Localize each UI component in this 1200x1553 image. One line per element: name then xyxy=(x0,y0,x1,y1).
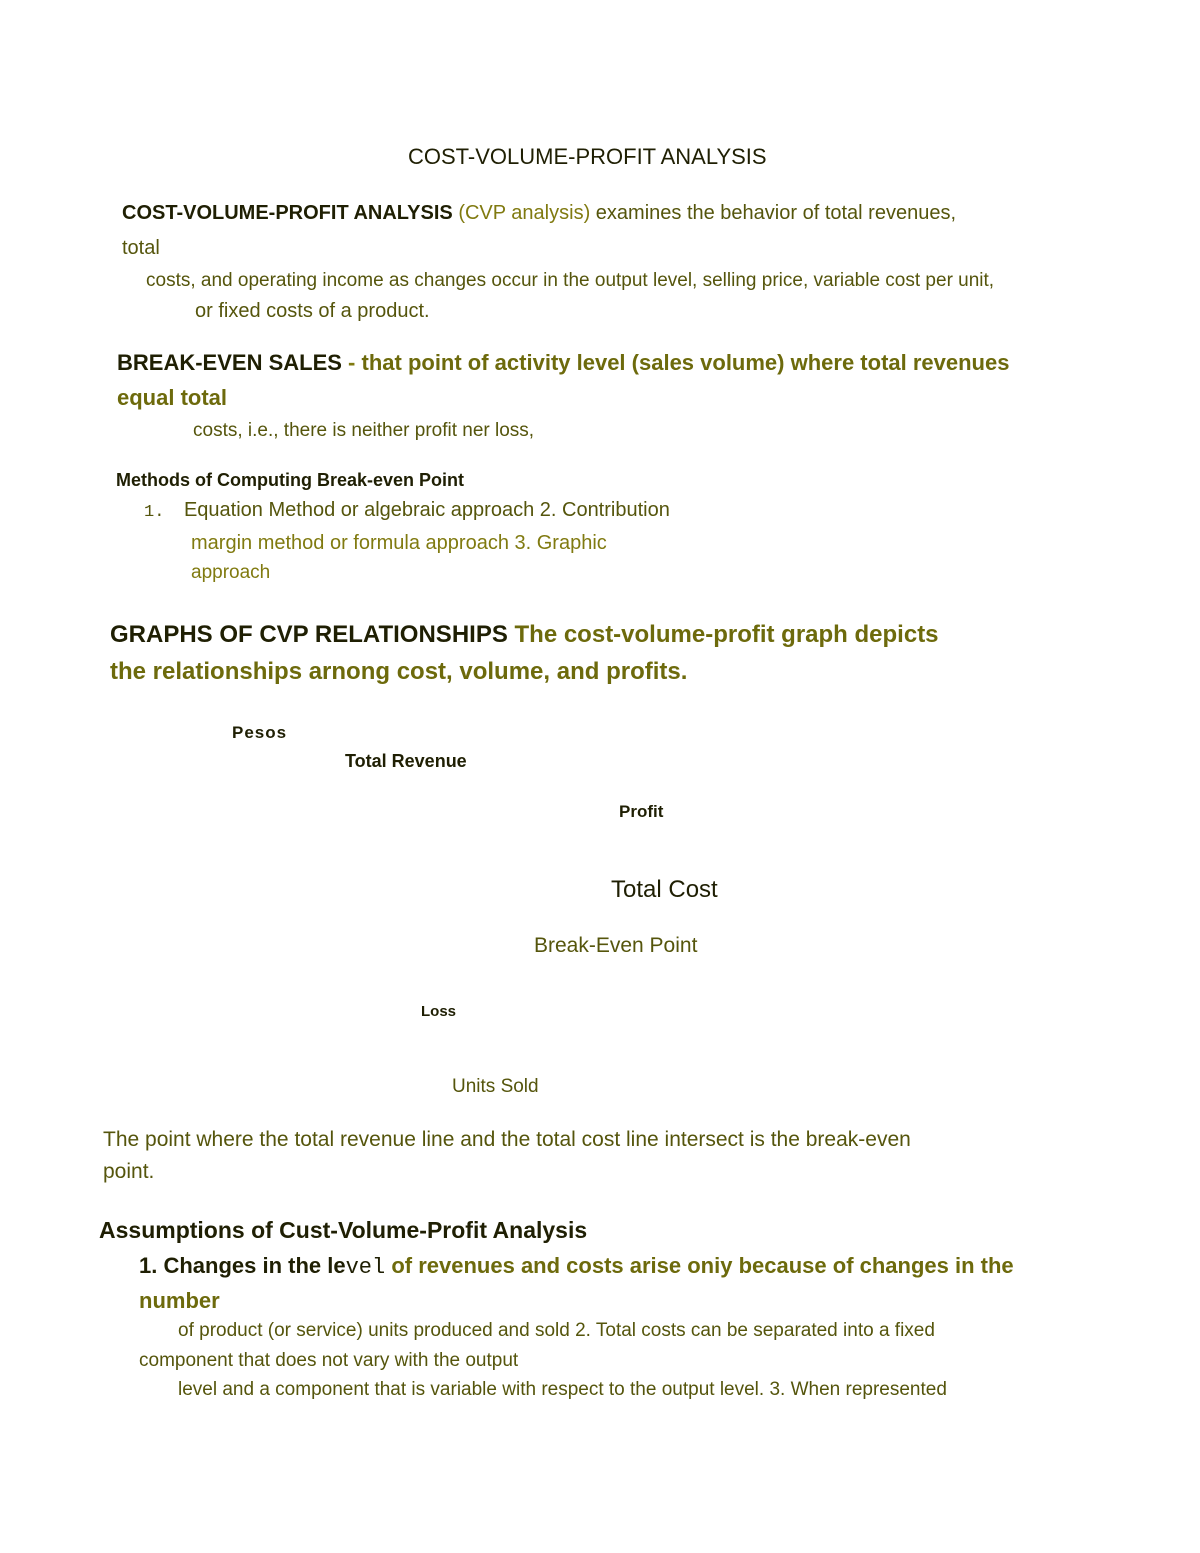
intersection-line-1: The point where the total revenue line and the total cost line intersect is the break-even xyxy=(103,1128,911,1151)
assumptions-heading: Assumptions of Cust-Volume-Profit Analysis xyxy=(99,1217,588,1243)
graph-label-loss: Loss xyxy=(421,1003,457,1020)
assumption-1-text-a: 1. Changes in the le xyxy=(139,1253,346,1278)
assumptions-line-4: component that does not vary with the output xyxy=(139,1350,519,1371)
cvp-definition-line-4: or fixed costs of a product. xyxy=(195,300,430,322)
assumption-1-text-b: of revenues and costs arise oniy because of changes in the xyxy=(391,1253,1014,1278)
break-even-term: BREAK-EVEN SALES xyxy=(117,350,342,375)
graph-label-profit: Profit xyxy=(619,802,664,821)
graph-label-total-cost: Total Cost xyxy=(611,876,718,903)
break-even-definition-line-3: costs, i.e., there is neither profit ner loss, xyxy=(193,420,535,441)
methods-line-2: margin method or formula approach 3. Graphic xyxy=(191,532,607,554)
break-even-definition-text: that point of activity level (sales volume) where total revenues xyxy=(361,350,1010,375)
assumptions-line-3: of product (or service) units produced and sold 2. Total costs can be separated into a fixed xyxy=(178,1320,935,1341)
graph-label-break-even-point: Break-Even Point xyxy=(534,934,698,957)
methods-heading: Methods of Computing Break-even Point xyxy=(116,470,465,490)
cvp-term: COST-VOLUME-PROFIT ANALYSIS xyxy=(122,202,453,224)
graph-label-units-sold: Units Sold xyxy=(452,1076,539,1097)
break-even-definition-line-2: equal total xyxy=(117,385,228,410)
graphs-line-1 xyxy=(110,621,939,649)
assumptions-item-1-line-1 xyxy=(139,1253,1014,1280)
intersection-line-2: point. xyxy=(103,1160,155,1183)
assumption-1-text-vel: vel xyxy=(345,1255,386,1280)
cvp-definition-text: examines the behavior of total revenues, xyxy=(595,202,957,224)
graphs-heading: GRAPHS OF CVP RELATIONSHIPS xyxy=(110,621,508,648)
cvp-definition-line-3: costs, and operating income as changes occur in the output level, selling price, variable cost per unit, xyxy=(146,270,995,291)
graph-label-total-revenue: Total Revenue xyxy=(345,751,467,771)
graphs-text-1: The cost-volume-profit graph depicts xyxy=(514,621,939,648)
break-even-dash: - xyxy=(348,350,356,375)
methods-number: 1. xyxy=(144,503,165,522)
methods-line-3: approach xyxy=(191,562,271,583)
page-title: COST-VOLUME-PROFIT ANALYSIS xyxy=(408,144,767,169)
cvp-abbreviation: (CVP analysis) xyxy=(458,202,591,224)
methods-line-1 xyxy=(144,499,670,522)
graphs-line-2: the relationships arnong cost, volume, and profits. xyxy=(110,658,688,685)
cvp-definition-line-1 xyxy=(122,202,956,225)
graph-label-pesos: Pesos xyxy=(232,723,288,742)
methods-text-1: Equation Method or algebraic approach 2. Contribution xyxy=(183,499,670,521)
assumptions-line-5: level and a component that is variable with respect to the output level. 3. When represented xyxy=(178,1379,947,1400)
break-even-definition-line-1 xyxy=(117,350,1009,376)
cvp-definition-line-2: total xyxy=(122,237,160,259)
assumptions-item-1-line-2: number xyxy=(139,1288,220,1313)
